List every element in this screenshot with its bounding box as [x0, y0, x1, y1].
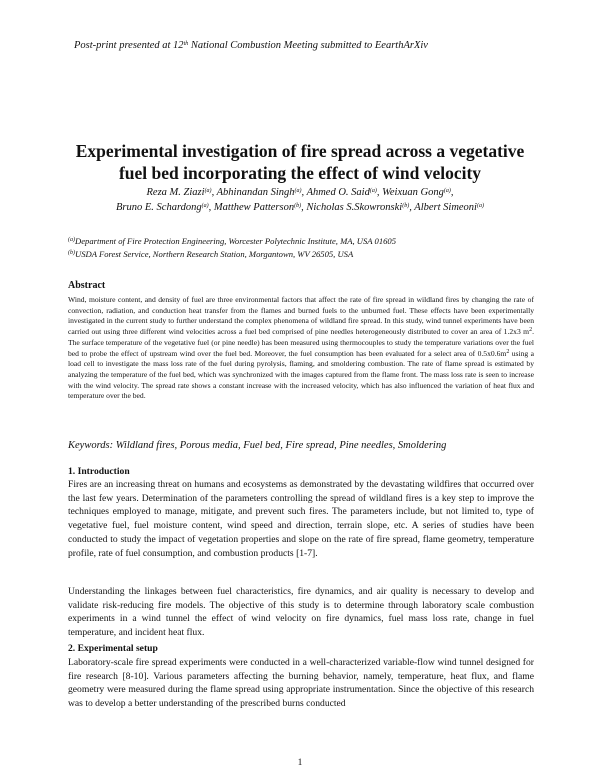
author-line-1: [60, 186, 540, 201]
section-heading-setup: 2. Experimental setup: [68, 643, 158, 654]
intro-paragraph-2: Understanding the linkages between fuel characteristics, fire dynamics, and air quality is necessary to develop and validate risk-reducing fire models. The objective of this study is to determine through laboratory scale combustion experiments in a wind tunnel the effect of wind velocity on fire dynamics, fuel mass loss rate, change in fuel temperature, and incident heat flux.: [68, 586, 534, 639]
abstract-body: Wind, moisture content, and density of fuel are three environmental factors that affect the rate of fire spread in wildland fires by changing the rate of convection, radiation, and conduction heat transfer from the flames and burned fuels to the unburned fuel. These effects have been experimentally investigated in the current study to further understand the complex phenomena of wildland fire spread. In this study, wind tunnel experiments have been carried out using three different wind velocities across a fuel bed comprised of pine needles heterogeneously distributed to cover an area of 1.2x3 $m^2$. The surface temperature of the vegetative fuel (or pine needle) has been measured using thermocouples to study the temperature variations over the fuel bed to probe the effect of upstream wind over the fuel bed. Moreover, the fuel consumption has been evaluated for a select area of $0.5x0.6m^2$ using a load cell to investigate the mass loss rate of the fuel during pyrolysis, flaming, and smoldering combustion. The rate of flame spread is estimated by analyzing the temperature of the fuel bed, which was synchronized with the images captured from the flame front. The mass loss rate is seen to increase with the wind velocity. The spread rate shows a constant increase with the increased velocity, which has also influenced the variation of heat flux and temperature over the bed.: [68, 295, 535, 401]
author: Reza M. Ziazi$^{(a)}$,: [146, 187, 217, 198]
author: Ahmed O. Said$^{(a)}$,: [306, 187, 383, 198]
header-note-text: Post-print presented at 12: [74, 40, 184, 51]
author-line-2: [60, 201, 540, 216]
affiliations: [68, 235, 538, 260]
section-heading-introduction: 1. Introduction: [68, 466, 130, 477]
keywords: Keywords: Wildland fires, Porous media, Fuel bed, Fire spread, Pine needles, Smoldering: [68, 440, 447, 451]
author: Albert Simeoni$^{(a)}$: [414, 201, 484, 213]
abstract-heading: Abstract: [68, 280, 106, 291]
affiliation-b: $^{(b)}$USDA Forest Service, Northern Research Station, Morgantown, WV 26505, USA: [68, 248, 354, 259]
header-note-sup: th: [183, 41, 189, 47]
header-note: [74, 40, 428, 51]
author: Matthew Patterson$^{(b)}$,: [213, 201, 307, 213]
author: Weixuan Gong$^{(a)}$,: [382, 187, 454, 198]
intro-paragraph-1: Fires are an increasing threat on humans and ecosystems as demonstrated by the devastating wildfires that occurred over the last few years. Determination of the parameters controlling the spread of wildland fires is a key step to improve the techniques employed to manage, mitigate, and prevent such fires. The parameters include, but not limited to, type of vegetative fuel, fuel moisture content, wind speed and direction, terrain slope, etc. A series of studies have been conducted to study the impact of vegetation properties and slope on the rate of fire spread, flame geometry, temperature profile, rate of fuel consumption, and combustion products [1-7].: [68, 479, 534, 559]
author-list: [60, 186, 540, 215]
affiliation-a: $^{(a)}$Department of Fire Protection Engineering, Worcester Polytechnic Institute, MA, USA 01605: [68, 236, 397, 246]
header-note-suffix: National Combustion Meeting submitted to EearthArXiv: [188, 40, 428, 51]
author: Bruno E. Schardong$^{(a)}$,: [116, 201, 214, 213]
setup-paragraph-1: Laboratory-scale fire spread experiments were conducted in a well-characterized variable-flow wind tunnel designed for fire research [8-10]. Various parameters affecting the burning behavior, namely, temperature, heat flux, and flame geometry were measured during the flame spread using appropriate instrumentation. Since the objective of this research was to develop a better understanding of the prescribed burns conducted: [68, 657, 534, 710]
paper-title: Experimental investigation of fire spread across a vegetative fuel bed incorporating the effect of wind velocity: [75, 141, 525, 183]
page-number: 1: [297, 758, 303, 768]
author: Abhinandan Singh$^{(a)}$,: [216, 187, 307, 198]
author: Nicholas S.Skowronski$^{(b)}$,: [306, 201, 415, 213]
